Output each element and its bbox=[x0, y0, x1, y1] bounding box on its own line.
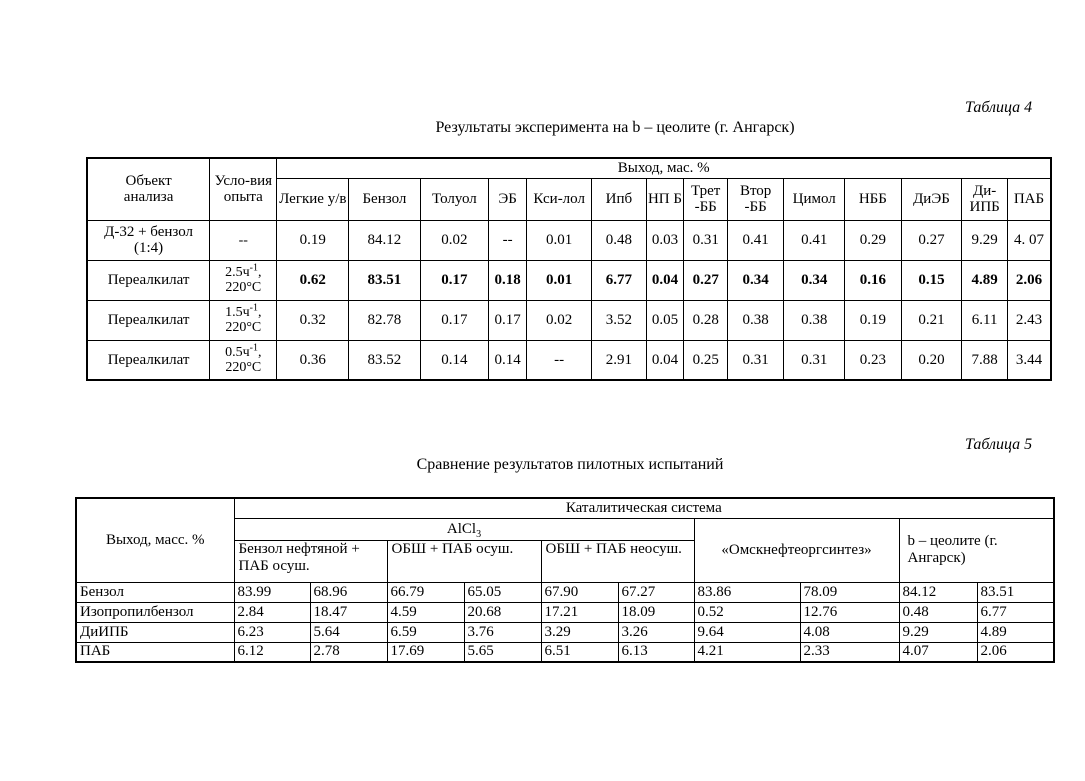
table4-cell: 0.29 bbox=[845, 220, 901, 260]
table4-cell: 0.04 bbox=[646, 260, 684, 300]
alcl3-subscript: 3 bbox=[476, 528, 482, 540]
table5-cell: 17.21 bbox=[541, 602, 618, 622]
table4-cell: 9.29 bbox=[962, 220, 1008, 260]
table5-cell: 18.47 bbox=[310, 602, 387, 622]
table4-row-conditions: $1.5ч^{-1}$, 220°С bbox=[210, 300, 277, 340]
table4-column-header: ЭБ bbox=[489, 178, 527, 220]
table5-cell: 5.64 bbox=[310, 622, 387, 642]
table4-row-object: Переалкилат bbox=[87, 340, 210, 380]
table5-header-yield: Выход, масс. % bbox=[76, 498, 234, 582]
table4-column-header: Цимол bbox=[784, 178, 845, 220]
table4-header-conditions: Усло-вия опыта bbox=[210, 158, 277, 220]
table4-cell: 0.01 bbox=[527, 220, 592, 260]
alcl3-text: AlCl bbox=[446, 520, 477, 537]
table4-column-header: Трет -ББ bbox=[684, 178, 727, 220]
table5-label: Таблица 5 bbox=[965, 436, 1033, 453]
table4-cell: 0.41 bbox=[727, 220, 783, 260]
table4-row-conditions: $2.5ч^{-1}$, 220°С bbox=[210, 260, 277, 300]
table5-cell: 67.27 bbox=[618, 582, 694, 602]
table4-row-conditions bbox=[210, 220, 277, 260]
table4-column-header: ДиЭБ bbox=[901, 178, 962, 220]
table4-cell: 0.17 bbox=[420, 260, 488, 300]
table5-row-name: ДиИПБ bbox=[76, 622, 234, 642]
table5-cell: 6.51 bbox=[541, 642, 618, 662]
table4-cell: 0.04 bbox=[646, 340, 684, 380]
table4-cell: 0.02 bbox=[420, 220, 488, 260]
table5-cell: 83.51 bbox=[977, 582, 1054, 602]
table4-cell: 0.25 bbox=[684, 340, 727, 380]
table4-cell: 0.34 bbox=[727, 260, 783, 300]
condition-rate: 0.5ч bbox=[225, 344, 250, 360]
table4-cell: 83.51 bbox=[349, 260, 421, 300]
table4 bbox=[86, 157, 1052, 381]
table5-cell: 4.07 bbox=[899, 642, 977, 662]
table4-cell: 0.19 bbox=[277, 220, 349, 260]
table4-cell: 3.44 bbox=[1007, 340, 1051, 380]
table4-cell: 2.06 bbox=[1007, 260, 1051, 300]
table4-cell: 0.01 bbox=[527, 260, 592, 300]
table4-header-yield: Выход, мас. % bbox=[277, 158, 1051, 178]
table5-cell: 84.12 bbox=[899, 582, 977, 602]
table4-column-header: Ди-ИПБ bbox=[962, 178, 1008, 220]
table4-row-object: Переалкилат bbox=[87, 300, 210, 340]
table4-label: Таблица 4 bbox=[965, 99, 1033, 116]
table5-cell: 65.05 bbox=[464, 582, 541, 602]
table5-cell: 6.12 bbox=[234, 642, 310, 662]
table4-cell: 6.77 bbox=[592, 260, 646, 300]
table4-row-conditions: $0.5ч^{-1}$, 220°С bbox=[210, 340, 277, 380]
table4-column-header: НП Б bbox=[646, 178, 684, 220]
table5-cell: 83.86 bbox=[694, 582, 800, 602]
table5-cell: 9.29 bbox=[899, 622, 977, 642]
table4-cell: 0.28 bbox=[684, 300, 727, 340]
table5-cell: 12.76 bbox=[800, 602, 899, 622]
table4-cell: 0.38 bbox=[727, 300, 783, 340]
condition-temperature: 220°С bbox=[225, 320, 262, 335]
table5-cell: 2.78 bbox=[310, 642, 387, 662]
table4-cell: 6.11 bbox=[962, 300, 1008, 340]
table5-row-name: ПАБ bbox=[76, 642, 234, 662]
table4-cell: 0.38 bbox=[784, 300, 845, 340]
table4-cell: 4. 07 bbox=[1007, 220, 1051, 260]
table4-cell: 0.20 bbox=[901, 340, 962, 380]
table4-column-header: Ипб bbox=[592, 178, 646, 220]
condition-rate: 1.5ч bbox=[225, 305, 250, 320]
table4-cell: 0.02 bbox=[527, 300, 592, 340]
table5-cell: 5.65 bbox=[464, 642, 541, 662]
table5-cell: 0.52 bbox=[694, 602, 800, 622]
table5-group-1: Бензол нефтяной + ПАБ осуш. bbox=[234, 540, 387, 582]
table5-header-system: Каталитическая система bbox=[234, 498, 1054, 518]
table5 bbox=[75, 497, 1055, 663]
table4-column-header: НББ bbox=[845, 178, 901, 220]
table4-title: Результаты эксперимента на b – цеолите (г. Ангарск) bbox=[435, 119, 795, 136]
condition-rate-exponent: -1 bbox=[249, 302, 258, 314]
table5-header-omsk: «Омскнефтеоргсинтез» bbox=[694, 518, 899, 582]
table4-header-object: Объект анализа bbox=[87, 158, 210, 220]
table4-cell: 0.31 bbox=[727, 340, 783, 380]
table5-cell: 4.59 bbox=[387, 602, 464, 622]
table5-cell: 2.84 bbox=[234, 602, 310, 622]
table4-cell: 4.89 bbox=[962, 260, 1008, 300]
table4-cell: 0.27 bbox=[684, 260, 727, 300]
table5-group-2: ОБШ + ПАБ осуш. bbox=[387, 540, 541, 582]
table5-cell: 4.21 bbox=[694, 642, 800, 662]
table4-cell: 0.31 bbox=[684, 220, 727, 260]
table5-cell: 3.76 bbox=[464, 622, 541, 642]
table4-cell: 0.23 bbox=[845, 340, 901, 380]
table4-cell: -- bbox=[527, 340, 592, 380]
condition-rate: 2.5ч bbox=[225, 265, 250, 280]
table4-cell: 0.41 bbox=[784, 220, 845, 260]
table4-cell: 2.91 bbox=[592, 340, 646, 380]
table5-cell: 2.33 bbox=[800, 642, 899, 662]
table4-cell: 0.05 bbox=[646, 300, 684, 340]
table4-cell: 3.52 bbox=[592, 300, 646, 340]
table5-cell: 2.06 bbox=[977, 642, 1054, 662]
table5-row-name: Бензол bbox=[76, 582, 234, 602]
table4-cell: 0.14 bbox=[489, 340, 527, 380]
table4-cell: 0.17 bbox=[420, 300, 488, 340]
table5-cell: 3.26 bbox=[618, 622, 694, 642]
table5-cell: 18.09 bbox=[618, 602, 694, 622]
table4-cell: 0.34 bbox=[784, 260, 845, 300]
table4-column-header: Легкие у/в bbox=[277, 178, 349, 220]
table4-cell: 0.15 bbox=[901, 260, 962, 300]
table4-cell: 2.43 bbox=[1007, 300, 1051, 340]
table4-cell: 0.62 bbox=[277, 260, 349, 300]
condition-temperature: 220°С bbox=[225, 280, 262, 295]
table4-cell: 0.17 bbox=[489, 300, 527, 340]
table5-cell: 6.59 bbox=[387, 622, 464, 642]
table5-cell: 83.99 bbox=[234, 582, 310, 602]
condition-rate-exponent: -1 bbox=[249, 262, 258, 274]
table4-cell: 84.12 bbox=[349, 220, 421, 260]
table4-cell: 0.19 bbox=[845, 300, 901, 340]
table4-column-header: ПАБ bbox=[1007, 178, 1051, 220]
table4-cell: 0.32 bbox=[277, 300, 349, 340]
table5-row-name: Изопропилбензол bbox=[76, 602, 234, 622]
table4-cell: 0.03 bbox=[646, 220, 684, 260]
condition-rate: -- bbox=[238, 232, 248, 248]
table5-cell: 4.89 bbox=[977, 622, 1054, 642]
table4-cell: 0.36 bbox=[277, 340, 349, 380]
table4-cell: 0.16 bbox=[845, 260, 901, 300]
table5-header-zeolite: b – цеолите (г. Ангарск) bbox=[899, 518, 1054, 582]
table4-column-header: Втор -ББ bbox=[727, 178, 783, 220]
table4-cell: 0.18 bbox=[489, 260, 527, 300]
table5-cell: 3.29 bbox=[541, 622, 618, 642]
condition-temperature: 220°С bbox=[225, 359, 262, 375]
table5-cell: 6.13 bbox=[618, 642, 694, 662]
table5-cell: 68.96 bbox=[310, 582, 387, 602]
table4-cell: 0.27 bbox=[901, 220, 962, 260]
table5-cell: 0.48 bbox=[899, 602, 977, 622]
table5-cell: 4.08 bbox=[800, 622, 899, 642]
table5-cell: 9.64 bbox=[694, 622, 800, 642]
table4-row-object: Переалкилат bbox=[87, 260, 210, 300]
table4-cell: 0.21 bbox=[901, 300, 962, 340]
table4-cell: 0.48 bbox=[592, 220, 646, 260]
table4-cell: 0.31 bbox=[784, 340, 845, 380]
table5-cell: 67.90 bbox=[541, 582, 618, 602]
table5-cell: 66.79 bbox=[387, 582, 464, 602]
table5-header-alcl3 bbox=[234, 518, 694, 540]
condition-rate-exponent: -1 bbox=[249, 342, 258, 354]
table4-column-header: Бензол bbox=[349, 178, 421, 220]
table5-group-3: ОБШ + ПАБ неосуш. bbox=[541, 540, 694, 582]
table4-row-object: Д-32 + бензол (1:4) bbox=[87, 220, 210, 260]
table5-cell: 17.69 bbox=[387, 642, 464, 662]
table4-column-header: Толуол bbox=[420, 178, 488, 220]
table4-cell: 0.14 bbox=[420, 340, 488, 380]
table5-title: Сравнение результатов пилотных испытаний bbox=[416, 456, 724, 473]
table4-cell: -- bbox=[489, 220, 527, 260]
table5-cell: 78.09 bbox=[800, 582, 899, 602]
table5-cell: 6.77 bbox=[977, 602, 1054, 622]
table4-cell: 82.78 bbox=[349, 300, 421, 340]
table5-cell: 6.23 bbox=[234, 622, 310, 642]
table4-cell: 83.52 bbox=[349, 340, 421, 380]
table5-cell: 20.68 bbox=[464, 602, 541, 622]
table4-cell: 7.88 bbox=[962, 340, 1008, 380]
table4-column-header: Кси-лол bbox=[527, 178, 592, 220]
